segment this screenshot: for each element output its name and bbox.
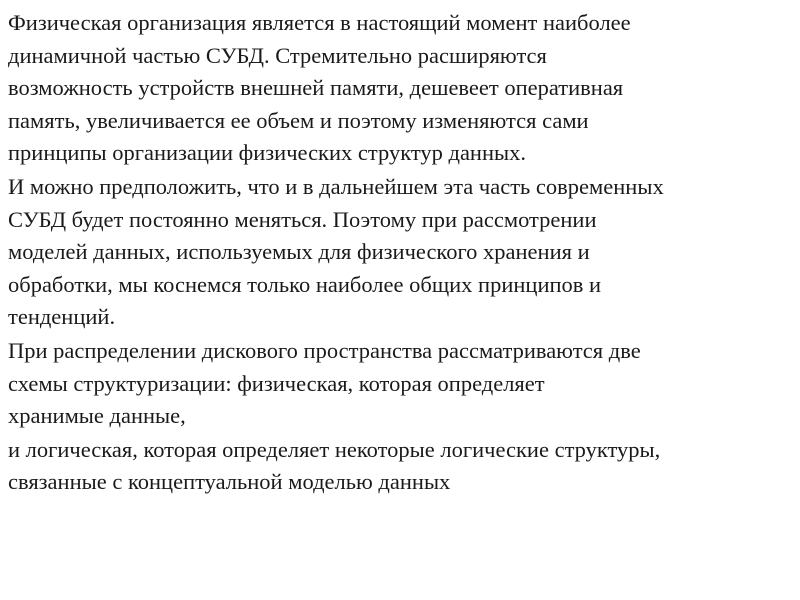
paragraph-logical-scheme xyxy=(8,434,792,499)
text-line: При распределении дискового пространства рассматриваются две xyxy=(8,337,641,363)
text-line: обработки, мы коснемся только наиболее общих принципов и xyxy=(8,271,602,297)
text-line: моделей данных, используемых для физического хранения и xyxy=(8,239,590,265)
text-line: Физическая организация является в настоящий момент наиболее xyxy=(8,10,631,35)
slide-body xyxy=(8,7,792,500)
text-line: тенденций. xyxy=(8,304,116,330)
paragraph-future-changes xyxy=(8,171,792,334)
paragraph-physical-organization xyxy=(8,7,792,170)
text-line: хранимые данные, xyxy=(8,403,186,429)
paragraph-disk-space xyxy=(8,335,792,433)
text-line: схемы структуризации: физическая, которая определяет xyxy=(8,370,545,396)
text-line: динамичной частью СУБД. Стремительно расширяются xyxy=(8,42,547,68)
text-line: связанные с концептуальной моделью данных xyxy=(8,469,451,495)
text-line: память, увеличивается ее объем и поэтому изменяются сами xyxy=(8,107,589,133)
text-line: принципы организации физических структур данных. xyxy=(8,140,527,166)
text-line: возможность устройств внешней памяти, дешевеет оперативная xyxy=(8,75,624,101)
text-line: СУБД будет постоянно меняться. Поэтому при рассмотрении xyxy=(8,206,597,232)
text-line: И можно предположить, что и в дальнейшем эта часть современных xyxy=(8,173,664,199)
text-line: и логическая, которая определяет некоторые логические структуры, xyxy=(8,436,661,462)
